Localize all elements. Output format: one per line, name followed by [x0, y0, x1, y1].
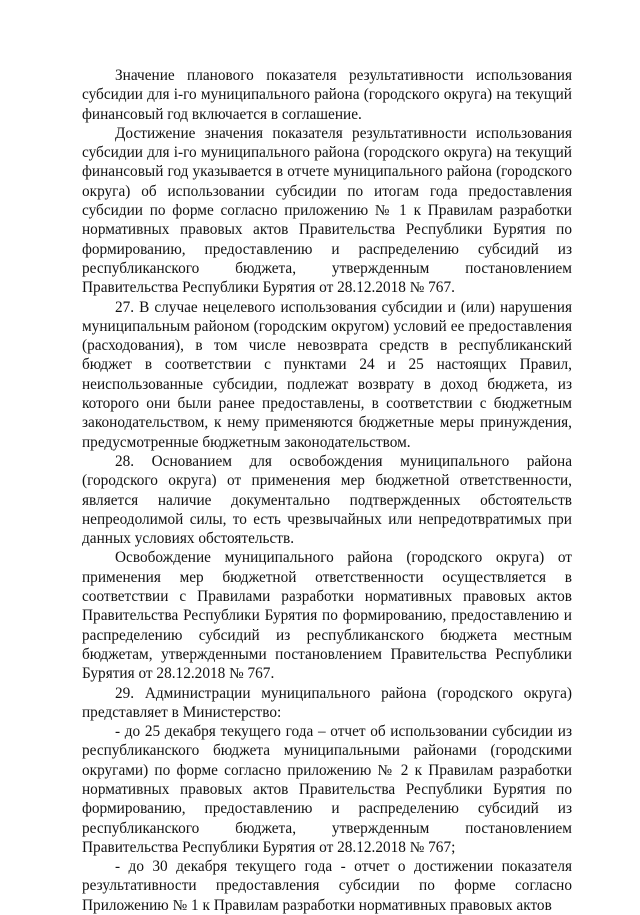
paragraph-item-29: 29. Администрации муниципального района (городского округа) представляет в Министерство: [82, 684, 572, 721]
paragraph-item-27: 27. В случае нецелевого использования субсидии и (или) нарушения муниципальным районом (городским округом) условий ее предоставления (расходования), в том числе невозврата средств в республиканский бюджет в соответствии с пунктами 24 и 25 настоящих Правил, неиспользованные субсидии, подлежат возврату в доход бюджета, из которого они были ранее предоставлены, в соответствии с бюджетным законодательством, к нему применяются бюджетные меры принуждения, предусмотренные бюджетным законодательством. [82, 298, 572, 451]
document-page [82, 66, 572, 915]
paragraph-target-indicator: Значение планового показателя результативности использования субсидии для i-го муниципального района (городского округа) на текущий финансовый год включается в соглашение. [82, 67, 572, 123]
paragraph-liability-exemption: Освобождение муниципального района (городского округа) от применения мер бюджетной ответственности осуществляется в соответствии с Правилами разработки нормативных правовых актов Правительства Республики Бурятия по формированию, предоставлению и распределению субсидий из республиканского бюджета местным бюджетам, утвержденными постановлением Правительства Республики Бурятия от 28.12.2018 № 767. [82, 549, 572, 683]
paragraph-item-28: 28. Основанием для освобождения муниципального района (городского округа) от применения мер бюджетной ответственности, является наличие документально подтвержденных обстоятельств непреодолимой силы, то есть чрезвычайных или непредотвратимых при данных условиях обстоятельств. [82, 452, 572, 548]
paragraph-report-dec-30: - до 30 декабря текущего года - отчет о достижении показателя результативности предоставления субсидии по форме согласно Приложению № 1 к Правилам разработки нормативных правовых актов [82, 858, 572, 914]
paragraph-report-dec-25: - до 25 декабря текущего года – отчет об использовании субсидии из республиканского бюджета муниципальными районами (городскими округами) по форме согласно приложению № 2 к Правилам разработки нормативных правовых актов Правительства Республики Бурятия по формированию, предоставлению и распределению субсидий из республиканского бюджета, утвержденным постановлением Правительства Республики Бурятия от 28.12.2018 № 767; [82, 723, 572, 856]
paragraph-indicator-achievement: Достижение значения показателя результативности использования субсидии для i-го муниципального района (городского округа) на текущий финансовый год указывается в отчете муниципального района (городского округа) об использовании субсидии по итогам года предоставления субсидии по форме согласно приложению № 1 к Правилам разработки нормативных правовых актов Правительства Республики Бурятия по формированию, предоставлению и распределению субсидий из республиканского бюджета, утвержденным постановлением Правительства Республики Бурятия от 28.12.2018 № 767. [82, 124, 572, 297]
